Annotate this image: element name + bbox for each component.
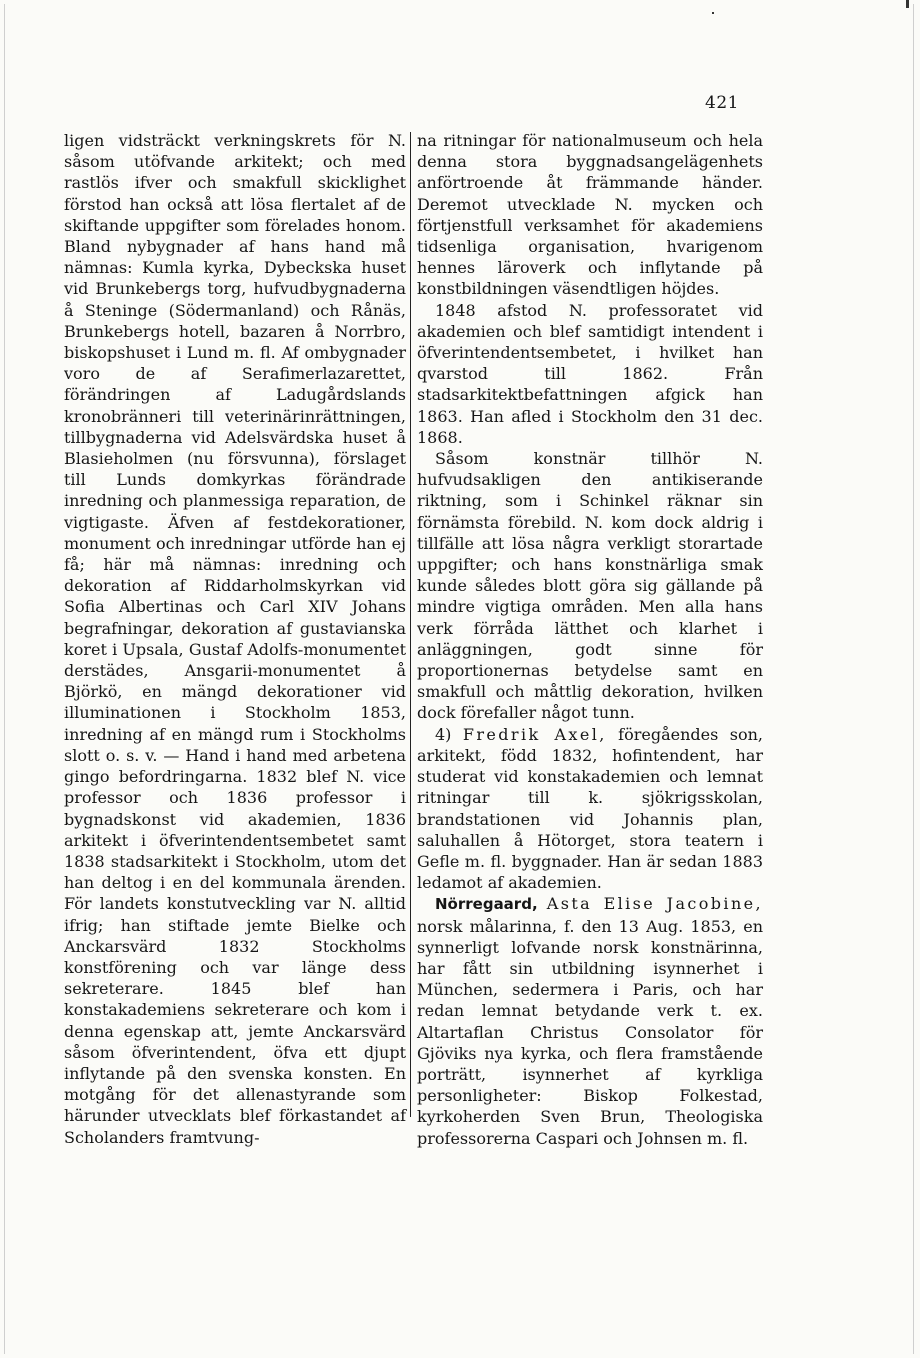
person-name: Asta Elise Jacobine, bbox=[546, 894, 764, 914]
entry-headword: Nörregaard, bbox=[435, 895, 538, 914]
right-column bbox=[417, 130, 763, 1149]
page-number: 421 bbox=[705, 93, 739, 113]
left-column bbox=[64, 130, 406, 1148]
right-paragraph-2: 1848 afstod N. professoratet vid akademien och blef samtidigt intendent i öfverintendentsembetet, i hvilket han qvarstod till 1862. Från stadsarkitektbefattningen afgick han 1863. Han afled i Stockholm den 31 dec. 1868. bbox=[417, 300, 763, 447]
right-paragraph-4 bbox=[417, 724, 763, 894]
scan-mark bbox=[906, 0, 909, 8]
right-paragraph-1: na ritningar för nationalmuseum och hela denna stora byggnadsangelägenhets anförtroende åt främmande händer. Deremot utvecklade N. mycken och förtjenstfull verksamhet för akademiens tidsenliga organisation, hvarigenom hennes läroverk och inflytande på konstbildningen väsendtligen höjdes. bbox=[417, 131, 763, 299]
entry-number: 4) bbox=[435, 724, 452, 744]
right-paragraph-5 bbox=[417, 893, 763, 1148]
left-paragraph: ligen vidsträckt verkningskrets för N. såsom utöfvande arkitekt; och med rastlös ifver och smakfull skicklighet förstod han också att lösa flertalet af de skiftande uppgifter som förelades honom. Bland nybygnader af hans hand må nämnas: Kumla kyrka, Dybeckska huset vid Brunkebergs torg, hufvudbygnaderna å Steninge (Södermanland) och Rånäs, Brunkebergs hotell, bazaren å Norrbro, biskopshuset i Lund m. fl. Af ombygnader voro de af Serafimerlazarettet, förändringen af Ladugårdslands kronobränneri till veterinärinrättningen, tillbygnaderna vid Adelsvärdska huset å Blasieholmen (nu försvunna), förslaget till Lunds domkyrkas förändrade inredning och planmessiga reparation, de vigtigaste. Äfven af festdekorationer, monument och inredningar utförde han ej få; här må nämnas: inredning och dekoration af Riddarholmskyrkan vid Sofia Albertinas och Carl XIV Johans begrafningar, dekoration af gustavianska koret i Upsala, Gustaf Adolfs-monumentet derstädes, Ansgarii-monumentet å Björkö, en mängd dekorationer vid illuminationen i Stockholm 1853, inredning af en mängd rum i Stockholms slott o. s. v. — Hand i hand med arbetena gingo befordringarna. 1832 blef N. vice professor och 1836 professor i bygnadskonst vid akademien, 1836 arkitekt i öfverintendentsembetet samt 1838 stadsarkitekt i Stockholm, utom det han deltog i en del kommunala ärenden. För landets konstutveckling var N. alltid ifrig; han stiftade jemte Bielke och Anckarsvärd 1832 Stockholms konstförening och var länge dess sekreterare. 1845 blef han konstakademiens sekreterare och kom i denna egenskap att, jemte Anckarsvärd såsom öfverintendent, öfva ett djupt inflytande på den svenska konsten. En motgång för det allenastyrande som härunder utvecklats blef förkastandet af Scholanders framtvung- bbox=[64, 131, 406, 1147]
scan-mark bbox=[712, 12, 714, 14]
entry-text: norsk målarinna, f. den 13 Aug. 1853, en synnerligt lofvande norsk konstnärinna, har fått sin utbildning isynnerhet i München, sedermera i Paris, och har redan lemnat betydande verk t. ex. Altartaflan Christus Consolator för Gjöviks nya kyrka, och flera framstående porträtt, isynnerhet af kyrkliga personligheter: Biskop Folkestad, kyrkoherden Sven Brun, Theologiska professorerna Caspari och Johnsen m. fl. bbox=[417, 916, 763, 1148]
right-paragraph-3: Såsom konstnär tillhör N. hufvudsakligen den antikiserande riktning, som i Schinkel räknar sin förnämsta förebild. N. kom dock aldrig i tillfälle att lösa några verkligt storartade uppgifter; och hans konstnärliga smak kunde således blott göra sig gällande på mindre vigtiga områden. Men alla hans verk förråda lätthet och klarhet i anläggningen, godt sinne för proportionernas betydelse samt en smakfull och måttlig dekoration, hvilken dock förefaller något tunn. bbox=[417, 449, 763, 723]
entry-text: föregåendes son, arkitekt, född 1832, hofintendent, har studerat vid konstakademien och lemnat ritningar till k. sjökrigsskolan, brandstationen vid Johannis plan, saluhallen å Hötorget, stora teatern i Gefle m. fl. byggnader. Han är sedan 1883 ledamot af akademien. bbox=[417, 724, 763, 893]
column-divider bbox=[410, 132, 411, 1117]
person-name: Fredrik Axel, bbox=[462, 724, 607, 744]
